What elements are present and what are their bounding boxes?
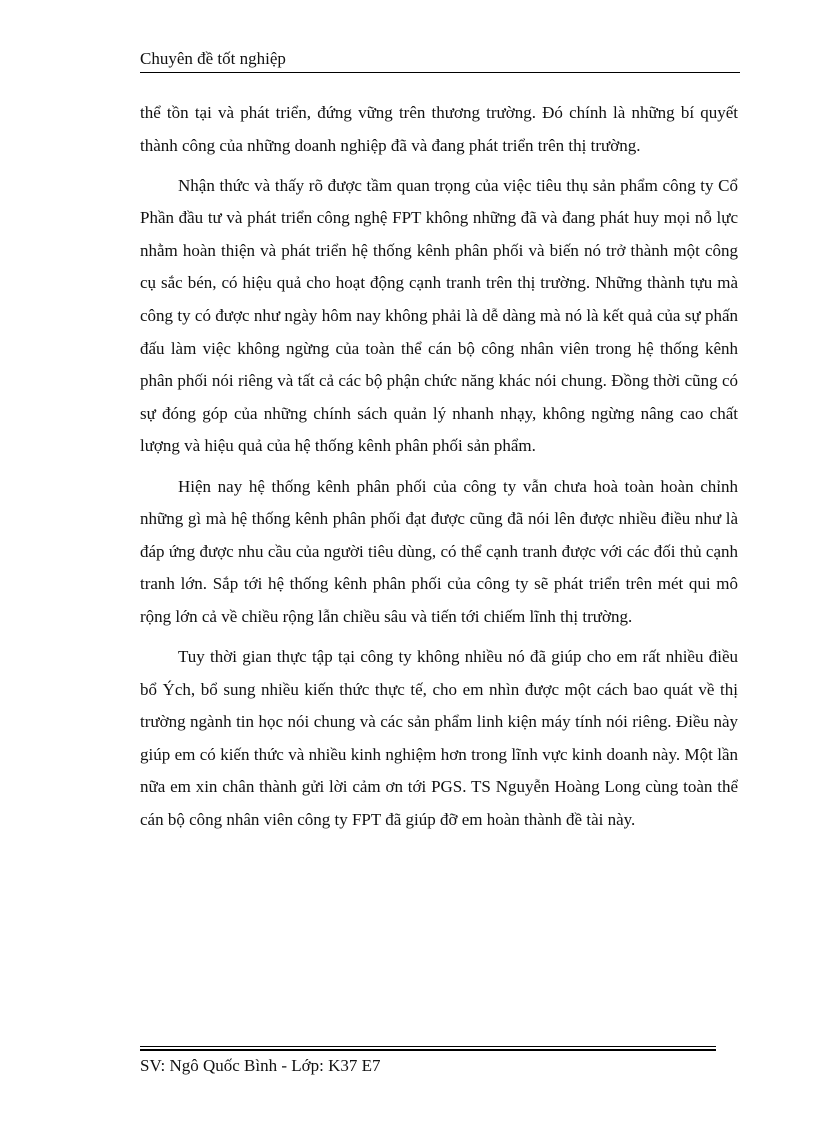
header-title: Chuyên đề tốt nghiệp bbox=[140, 49, 286, 68]
footer-text: SV: Ngô Quốc Bình - Lớp: K37 E7 bbox=[140, 1056, 381, 1075]
page-header bbox=[140, 48, 740, 73]
document-body bbox=[140, 97, 738, 844]
paragraph-continued: thể tồn tại và phát triển, đứng vững trên thương trường. Đó chính là những bí quyết thành công của những doanh nghiệp đã và đang phát triển trên thị trường. bbox=[140, 103, 738, 155]
paragraph-acknowledgement: Tuy thời gian thực tập tại công ty không nhiều nó đã giúp cho em rất nhiều điều bổ Ých, bổ sung nhiều kiến thức thực tế, cho em nhìn được một cách bao quát về thị trường ngành tin học nói chung và các sản phẩm linh kiện máy tính nói riêng. Điều này giúp em có kiến thức và nhiều kinh nghiệm hơn trong lĩnh vực kinh doanh này. Một lần nữa em xin chân thành gửi lời cảm ơn tới PGS. TS Nguyễn Hoàng Long cùng toàn thể cán bộ công nhân viên công ty FPT đã giúp đỡ em hoàn thành đề tài này. bbox=[140, 647, 738, 829]
paragraph-awareness: Nhận thức và thấy rõ được tầm quan trọng của việc tiêu thụ sản phẩm công ty Cổ Phần đầu tư và phát triển công nghệ FPT không những đã và đang phát huy mọi nỗ lực nhằm hoàn thiện và phát triển hệ thống kênh phân phối và biến nó trở thành một công cụ sắc bén, có hiệu quả cho hoạt động cạnh tranh trên thị trường. Những thành tựu mà công ty có được như ngày hôm nay không phải là dễ dàng mà nó là kết quả của sự phấn đấu làm việc không ngừng của toàn thể cán bộ công nhân viên trong hệ thống kênh phân phối nói riêng và tất cả các bộ phận chức năng khác nói chung. Đồng thời cũng có sự đóng góp của những chính sách quản lý nhanh nhạy, không ngừng nâng cao chất lượng và hiệu quả của hệ thống kênh phân phối sản phẩm. bbox=[140, 175, 738, 456]
page-footer bbox=[140, 1046, 716, 1077]
paragraph-distribution-system: Hiện nay hệ thống kênh phân phối của công ty vẫn chưa hoà toàn hoàn chỉnh những gì mà hệ thống kênh phân phối đạt được cũng đã nói lên được nhiều điều như là đáp ứng được nhu cầu của người tiêu dùng, có thể cạnh tranh được với các đối thủ cạnh tranh lớn. Sắp tới hệ thống kênh phân phối của công ty sẽ phát triển trên mét qui mô rộng lớn cả về chiều rộng lẫn chiều sâu và tiến tới chiếm lĩnh thị trường. bbox=[140, 476, 738, 626]
footer-rule bbox=[140, 1046, 716, 1051]
